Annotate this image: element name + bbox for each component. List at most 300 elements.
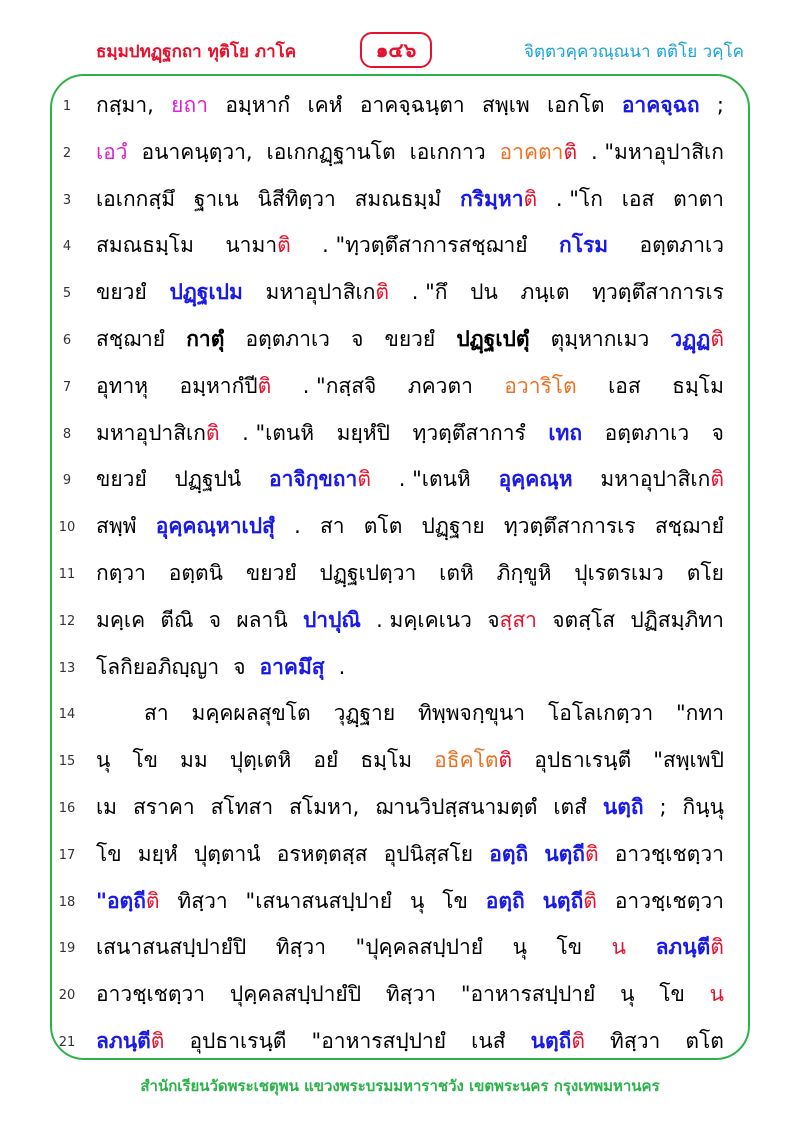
word-text: . "กสฺสจิ [302, 373, 377, 398]
text-line [0, 82, 800, 126]
word-text: นุ [409, 888, 425, 913]
line-text [96, 839, 724, 869]
word-text: จ [208, 607, 222, 632]
word [225, 90, 290, 120]
word [289, 792, 359, 822]
line-number: 9 [62, 473, 72, 489]
word [96, 886, 160, 916]
word [303, 371, 377, 401]
word-text: เอเกกาว [409, 139, 486, 164]
word [269, 464, 371, 494]
word [96, 184, 175, 214]
word-text: มยฺหํ [137, 841, 178, 866]
line-text [96, 605, 724, 635]
word [96, 932, 246, 962]
line-text [96, 371, 724, 401]
text-line [0, 878, 800, 922]
word-text: น [611, 935, 627, 960]
word-text: ปุตฺเตหิ [229, 748, 292, 773]
word-text: โข [96, 841, 122, 866]
word-text: มหาอุปาสิเก [600, 467, 711, 492]
word [497, 558, 552, 588]
word [605, 418, 690, 448]
text-line [0, 924, 800, 968]
text-line [0, 597, 800, 641]
word-text: เอเกกสฺมึ [96, 186, 176, 211]
word [547, 90, 604, 120]
word [376, 605, 472, 635]
word-text: กริมฺหา [460, 186, 524, 211]
word-suffix: ติ [583, 888, 597, 913]
word [456, 324, 529, 354]
word [230, 745, 292, 775]
word-text: "สพฺเพปิ [653, 748, 724, 773]
word-text: อมฺหากํ [225, 93, 291, 117]
word-text: อุปนิสฺสโย [383, 841, 474, 866]
word-text: สชฺฌายํ [96, 327, 166, 351]
text-line [0, 129, 800, 173]
text-line [0, 971, 800, 1015]
line-number: 19 [58, 941, 76, 957]
word-text: ยถา [171, 93, 208, 117]
word-text: เตสํ [553, 795, 587, 819]
line-number: 12 [58, 613, 76, 629]
word [559, 230, 608, 260]
word-text: สมณธมฺมํ [354, 186, 442, 211]
word [603, 792, 644, 822]
word-text: ปุคฺคลสปฺปายํปิ [229, 982, 362, 1007]
text-line [0, 316, 800, 360]
word-suffix: ติ [571, 1029, 585, 1053]
word-text: มคฺเค [96, 607, 146, 632]
word-text: โลกิยอภิญฺญา [96, 654, 220, 679]
word-text: อาคจฺฉถ [621, 93, 700, 117]
word-text: สชฺฌายํ [654, 514, 724, 539]
word-text: วฏฺฏ [670, 327, 711, 351]
word-text: อาคตา [499, 139, 564, 164]
word [133, 792, 195, 822]
word-suffix: ติ [710, 467, 724, 492]
word [487, 605, 537, 635]
word-text: ลภนฺตี [96, 1029, 151, 1053]
word [351, 324, 363, 354]
word-suffix: ติ [145, 888, 160, 913]
word [556, 184, 603, 214]
word [191, 698, 310, 728]
line-text [96, 230, 724, 260]
word [608, 371, 641, 401]
word [471, 1026, 505, 1056]
word [96, 230, 194, 260]
word [96, 137, 128, 167]
word-text: ผลานิ [236, 607, 288, 632]
word-text: . [294, 514, 301, 539]
word [160, 605, 193, 635]
word [591, 137, 724, 167]
word-text: ปุเรตรเมว [574, 561, 664, 585]
word [96, 371, 148, 401]
word [307, 90, 342, 120]
word [96, 652, 219, 682]
word [410, 886, 424, 916]
word [620, 979, 634, 1009]
word [96, 558, 146, 588]
word-text: ปฏฺฐเปตฺวา [319, 561, 417, 585]
word [553, 792, 587, 822]
word [399, 464, 471, 494]
word-suffix: ติ [710, 327, 724, 351]
text-line [0, 550, 800, 594]
text-line [0, 410, 800, 454]
word-text: อตฺตนิ [168, 561, 224, 585]
word-text: อรหตฺตสฺส [276, 841, 368, 866]
footer-text: สำนักเรียนวัดพระเชตุพน แขวงพระบรมมหาราชวัง เขตพระนคร กรุงเทพมหานคร [140, 1077, 660, 1095]
word-text: สราคา [132, 795, 195, 819]
word-text: นามา [225, 233, 278, 258]
word [470, 277, 498, 307]
word [630, 605, 724, 635]
word-text: อาวชฺเชตฺวา [614, 888, 724, 913]
word-text: นิสีทิตฺวา [257, 186, 336, 211]
word-text: . มคฺเคเนว [376, 607, 472, 632]
word-text: ทิสฺวา [385, 982, 437, 1007]
word-text: นตฺถี [544, 841, 586, 866]
word-text: โข [442, 888, 468, 913]
word-text: โข [659, 982, 685, 1007]
word-text: นตฺถิ [602, 795, 644, 819]
word-text: เม [96, 795, 118, 819]
word-text: โอโลเกตฺวา [547, 701, 654, 726]
word-suffix: ติ [277, 233, 291, 258]
word-text: จตสฺโส [552, 607, 616, 632]
word [194, 184, 239, 214]
word [236, 605, 287, 635]
line-text [96, 511, 724, 541]
text-line [0, 456, 800, 500]
word [574, 558, 664, 588]
page-number: ๑๔๖ [375, 38, 417, 62]
word [96, 277, 147, 307]
word-text: กโรม [558, 233, 609, 258]
word [96, 605, 145, 635]
word [267, 137, 396, 167]
word [96, 745, 110, 775]
word [230, 979, 361, 1009]
line-number: 21 [58, 1035, 76, 1050]
word [442, 886, 468, 916]
word [672, 371, 724, 401]
word [138, 839, 178, 869]
word-text: อาคจฺฉนฺตา [359, 93, 465, 117]
line-number: 6 [62, 333, 72, 348]
word [334, 698, 396, 728]
word-text: ทฺวตฺตึสาการเร [503, 514, 636, 539]
line-number: 10 [58, 520, 76, 536]
line-number: 4 [62, 239, 72, 255]
word-text: นตฺถี [542, 888, 584, 913]
word-text: อตฺถิ [485, 888, 525, 913]
word-text: ทิพฺพจกฺขุนา [418, 701, 526, 726]
word-text: . "โก [555, 186, 603, 211]
word [96, 464, 147, 494]
word [544, 839, 598, 869]
word-text: เอส [608, 373, 641, 398]
word [460, 184, 537, 214]
word-text: ปฏฺฐปนํ [174, 467, 242, 492]
word [717, 90, 724, 120]
word [659, 979, 685, 1009]
word-text: จ [233, 654, 246, 679]
word-suffix: ติ [498, 748, 513, 773]
word [655, 511, 724, 541]
line-text [96, 464, 724, 494]
word-text: อาวชฺเชตฺวา [96, 982, 206, 1007]
line-text [96, 184, 724, 214]
word-text: อนาคนฺตฺวา, [141, 139, 253, 164]
word [96, 324, 165, 354]
word [687, 558, 724, 588]
word [132, 745, 158, 775]
text-line [0, 644, 800, 688]
word [312, 1026, 447, 1056]
word [712, 418, 724, 448]
word-text: . "มหาอุปาสิเก [591, 139, 724, 164]
word-text: ขยวยํ [245, 561, 297, 585]
word-suffix: ติ [150, 1029, 165, 1053]
word [169, 277, 242, 307]
word-text: เสนาสนสปฺปายํปิ [96, 935, 247, 960]
word [520, 277, 569, 307]
word [96, 792, 117, 822]
line-text [96, 792, 724, 822]
word [375, 792, 537, 822]
line-text [96, 932, 724, 962]
word-text: โข [556, 935, 583, 960]
word-text: กสฺมา, [96, 93, 154, 117]
line-text [96, 698, 724, 728]
word [355, 184, 442, 214]
word [156, 511, 275, 541]
line-number: 14 [58, 707, 76, 723]
word-suffix: ติ [563, 139, 578, 164]
word-text: วุฏฺฐาย [333, 701, 396, 726]
word-text: เทถ [548, 420, 583, 445]
word-text: โข [132, 748, 159, 773]
word [246, 886, 393, 916]
word [364, 511, 403, 541]
word [356, 932, 484, 962]
word [175, 464, 242, 494]
word [434, 745, 512, 775]
word-text: . "เตนหิ [398, 467, 471, 492]
word-text: มม [180, 748, 208, 773]
word-suffix: สฺสา [499, 607, 537, 632]
word-text: อุปธาเรนฺตี [534, 748, 632, 773]
header-right-title: จิตฺตวคฺควณฺณนา ตติโย วคฺโค [524, 42, 744, 62]
text-line [0, 831, 800, 875]
word-text: กาตุํ [186, 327, 225, 351]
word [499, 464, 573, 494]
word [96, 90, 154, 120]
word-text: อาคมึสุ [259, 654, 325, 679]
word [294, 511, 301, 541]
line-text [96, 979, 724, 1009]
word [384, 839, 474, 869]
word-text: นตฺถี [530, 1029, 572, 1053]
word [142, 137, 253, 167]
word [486, 886, 525, 916]
word [439, 558, 474, 588]
word-text: สโทสา [210, 795, 274, 819]
word-text: ตโย [686, 561, 724, 585]
word-text: ปฏิสมฺภิทา [630, 607, 724, 632]
line-text [96, 137, 724, 167]
word-text: อวาริโต [504, 373, 577, 398]
word-text: ปฏฺฐเปตุํ [456, 327, 530, 351]
word-text: อุคฺคณฺหาเปสุํ [155, 514, 275, 539]
word-text: ตุมฺหากเมว [550, 327, 650, 351]
word-suffix: ติ [357, 467, 371, 492]
word-text: ภนฺเต [520, 280, 570, 305]
word [233, 652, 245, 682]
line-number: 11 [58, 567, 76, 582]
word [186, 324, 224, 354]
word [171, 90, 208, 120]
word-text: ตีณิ [160, 607, 194, 632]
word-text: มคฺคผลสุขโต [191, 701, 311, 726]
text-line [0, 690, 800, 734]
word [180, 371, 272, 401]
word [610, 1026, 660, 1056]
word-text: . "กึ [411, 280, 448, 305]
word-text: จ [487, 607, 500, 632]
word-text: . "ทฺวตฺตึสาการสชฺฌายํ [322, 233, 528, 258]
line-text [96, 652, 724, 682]
word [303, 605, 361, 635]
word-text: "อาหารสปฺปายํ [460, 982, 596, 1007]
word-text: ตโต [685, 1029, 724, 1053]
word [418, 698, 525, 728]
word-text: ทฺวตฺตึสาการเร [592, 280, 724, 305]
word-suffix: ติ [205, 420, 220, 445]
word [320, 511, 345, 541]
word [96, 1026, 164, 1056]
word-text: ปน [470, 280, 498, 305]
word-text: อุปธาเรนฺตี [189, 1029, 287, 1053]
line-number: 2 [62, 145, 72, 161]
word-text: อตฺตภาเว [639, 233, 724, 258]
word-text: จ [351, 327, 364, 351]
word-text: ทิสฺวา [177, 888, 228, 913]
word-text: อตฺถิ [489, 841, 529, 866]
word-text: นุ [96, 748, 111, 773]
word-text: อุทาหุ [96, 373, 149, 398]
word [504, 511, 636, 541]
word-text: เนสํ [471, 1029, 506, 1053]
text-line [0, 363, 800, 407]
word-text: ฌานวิปสฺสนามตฺตํ [375, 795, 538, 819]
word-text: ขยวยํ [96, 467, 147, 492]
line-number: 13 [58, 660, 76, 676]
word [673, 184, 724, 214]
word-text: เตหิ [439, 561, 474, 585]
word-text: ปาปุณิ [302, 607, 361, 632]
text-line [0, 737, 800, 781]
word-text: อธิคโต [434, 748, 499, 773]
word [277, 839, 368, 869]
word [531, 1026, 585, 1056]
word [189, 1026, 286, 1056]
word-text: มหาอุปาสิเก [265, 280, 376, 305]
line-number: 3 [62, 192, 72, 208]
word [412, 277, 448, 307]
word [96, 418, 220, 448]
word-text: ลภนฺตี [655, 935, 711, 960]
word [96, 839, 122, 869]
word-text: สพฺพํ [96, 514, 137, 539]
word [384, 324, 435, 354]
line-number: 7 [62, 379, 72, 395]
word-text: อตฺตภาเว [245, 327, 330, 351]
word-text: ; [659, 795, 667, 819]
text-line [0, 1018, 800, 1062]
word-suffix: ติ [375, 280, 390, 305]
word-text: อยํ [313, 748, 339, 773]
word [413, 418, 526, 448]
word [245, 324, 330, 354]
word [211, 792, 274, 822]
word-text: ภิกฺขูหิ [496, 561, 552, 585]
word-text: "ปุคฺคลสปฺปายํ [355, 935, 484, 960]
word [461, 979, 596, 1009]
word [656, 932, 724, 962]
word-text: ฐาเน [193, 186, 239, 211]
word [209, 605, 221, 635]
word [548, 698, 653, 728]
word-text: อุคฺคณฺห [498, 467, 573, 492]
word [260, 652, 325, 682]
word-suffix: ติ [585, 841, 599, 866]
word [360, 90, 465, 120]
line-number: 20 [58, 988, 76, 1004]
word-text: ปุตฺตานํ [193, 841, 261, 866]
line-text [96, 277, 724, 307]
word-text: อมฺหากํปี [179, 373, 258, 398]
line-text [96, 558, 724, 588]
word [500, 137, 578, 167]
word [194, 839, 261, 869]
word [422, 511, 485, 541]
word [246, 558, 297, 588]
word [177, 886, 227, 916]
word [386, 979, 436, 1009]
word-suffix: ติ [710, 935, 724, 960]
word [534, 745, 631, 775]
word [543, 886, 597, 916]
word-text: เคหํ [307, 93, 343, 117]
word-text: มยฺหํปิ [336, 420, 390, 445]
word [683, 792, 724, 822]
word [552, 605, 615, 635]
word [551, 324, 650, 354]
word [276, 932, 326, 962]
word [242, 418, 314, 448]
word-text: สพฺเพ [482, 93, 530, 117]
word [258, 184, 336, 214]
word-text: เอวํ [96, 139, 128, 164]
text-line [0, 784, 800, 828]
word-text: ธมฺโม [672, 373, 724, 398]
